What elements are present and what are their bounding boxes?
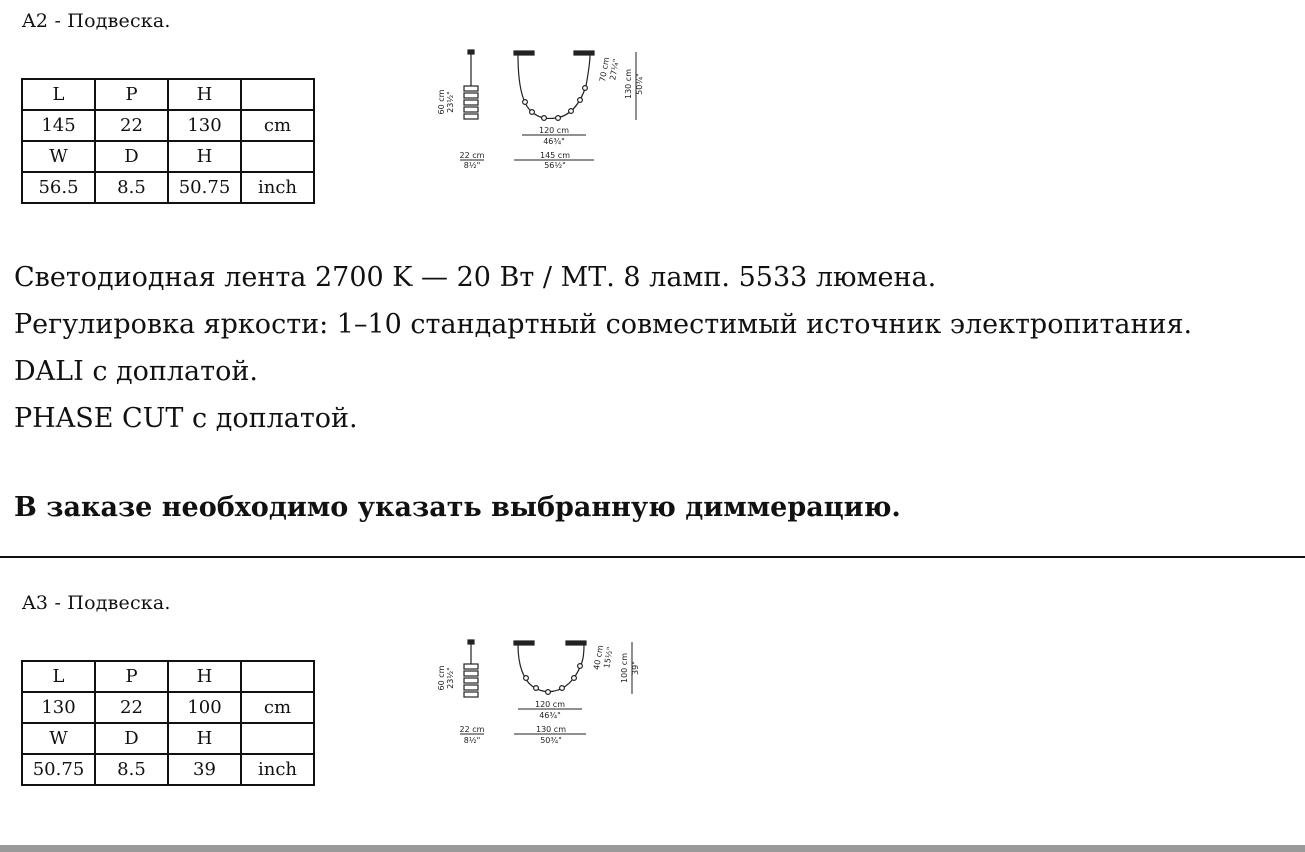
table-cell: cm bbox=[241, 692, 314, 723]
table-cell: 50.75 bbox=[168, 172, 241, 203]
product-a2-dimensions-table bbox=[21, 78, 315, 204]
outer-width-label: 130 cm bbox=[535, 725, 567, 734]
side-height-label: 60 cm bbox=[437, 665, 446, 691]
table-cell: 39 bbox=[168, 754, 241, 785]
table-row bbox=[22, 661, 314, 692]
table-cell: L bbox=[22, 661, 95, 692]
table-cell: P bbox=[95, 661, 168, 692]
table-cell: D bbox=[95, 141, 168, 172]
inner-width-label: 120 cm bbox=[534, 700, 566, 709]
table-cell bbox=[241, 79, 314, 110]
table-row bbox=[22, 79, 314, 110]
table-cell bbox=[241, 141, 314, 172]
table-cell: 130 bbox=[168, 110, 241, 141]
side-width-inch-label: 8½" bbox=[463, 161, 481, 170]
outer-width-label: 145 cm bbox=[539, 151, 571, 160]
table-cell bbox=[241, 661, 314, 692]
total-height-inch-label: 50¾" bbox=[635, 73, 644, 95]
front-view-lamp bbox=[514, 51, 594, 120]
table-cell: H bbox=[168, 79, 241, 110]
product-a2-technical-drawing bbox=[430, 44, 670, 176]
table-cell: H bbox=[168, 141, 241, 172]
table-cell: 100 bbox=[168, 692, 241, 723]
table-row bbox=[22, 172, 314, 203]
table-cell: 130 bbox=[22, 692, 95, 723]
table-cell: 145 bbox=[22, 110, 95, 141]
side-height-label: 60 cm bbox=[437, 89, 446, 115]
side-width-label: 22 cm bbox=[459, 725, 485, 734]
description-line: PHASE CUT с доплатой. bbox=[14, 403, 358, 434]
outer-width-inch-label: 50¾" bbox=[540, 736, 562, 745]
drop-label: 70 cm bbox=[597, 56, 612, 83]
table-row bbox=[22, 754, 314, 785]
table-cell: H bbox=[168, 723, 241, 754]
product-a3-title: A3 - Подвеска. bbox=[22, 592, 171, 614]
table-cell: 22 bbox=[95, 110, 168, 141]
table-row bbox=[22, 110, 314, 141]
table-row bbox=[22, 692, 314, 723]
inner-width-inch-label: 46¾" bbox=[543, 137, 565, 146]
table-cell: L bbox=[22, 79, 95, 110]
table-cell: 8.5 bbox=[95, 754, 168, 785]
description-line: Регулировка яркости: 1–10 стандартный совместимый источник электропитания. bbox=[14, 309, 1193, 340]
front-view-lamp bbox=[514, 641, 586, 694]
description-line: Светодиодная лента 2700 K — 20 Вт / МТ. 8 ламп. 5533 люмена. bbox=[14, 262, 937, 293]
side-view-lamp bbox=[464, 50, 478, 119]
table-cell: H bbox=[168, 661, 241, 692]
table-cell: W bbox=[22, 723, 95, 754]
table-cell: D bbox=[95, 723, 168, 754]
table-cell: W bbox=[22, 141, 95, 172]
drop-inch-label: 27¼" bbox=[608, 58, 621, 81]
inner-width-label: 120 cm bbox=[538, 126, 570, 135]
table-row bbox=[22, 141, 314, 172]
table-cell: cm bbox=[241, 110, 314, 141]
outer-width-inch-label: 56½" bbox=[544, 161, 566, 170]
product-a3-dimensions-table bbox=[21, 660, 315, 786]
drop-label: 40 cm bbox=[591, 644, 606, 671]
table-cell: 50.75 bbox=[22, 754, 95, 785]
description-block bbox=[14, 254, 1192, 442]
page-bottom-bar bbox=[0, 845, 1305, 852]
section-divider bbox=[0, 556, 1305, 558]
product-a2-title: A2 - Подвеска. bbox=[22, 10, 171, 32]
side-view-lamp bbox=[464, 640, 478, 697]
side-height-inch-label: 23½" bbox=[446, 91, 455, 113]
description-line: DALI с доплатой. bbox=[14, 356, 258, 387]
order-note: В заказе необходимо указать выбранную диммерацию. bbox=[14, 492, 901, 523]
product-a3-technical-drawing bbox=[430, 634, 670, 754]
inner-width-inch-label: 46¾" bbox=[539, 711, 561, 720]
table-cell: 22 bbox=[95, 692, 168, 723]
side-width-label: 22 cm bbox=[459, 151, 485, 160]
table-cell: 56.5 bbox=[22, 172, 95, 203]
table-row bbox=[22, 723, 314, 754]
table-cell: inch bbox=[241, 754, 314, 785]
side-width-inch-label: 8½" bbox=[463, 736, 481, 745]
side-height-inch-label: 23½" bbox=[446, 667, 455, 689]
table-cell: inch bbox=[241, 172, 314, 203]
table-cell: 8.5 bbox=[95, 172, 168, 203]
total-height-label: 100 cm bbox=[620, 652, 629, 684]
table-cell bbox=[241, 723, 314, 754]
total-height-inch-label: 39" bbox=[631, 661, 640, 675]
table-cell: P bbox=[95, 79, 168, 110]
drop-inch-label: 15½" bbox=[602, 646, 615, 669]
total-height-label: 130 cm bbox=[624, 68, 633, 100]
